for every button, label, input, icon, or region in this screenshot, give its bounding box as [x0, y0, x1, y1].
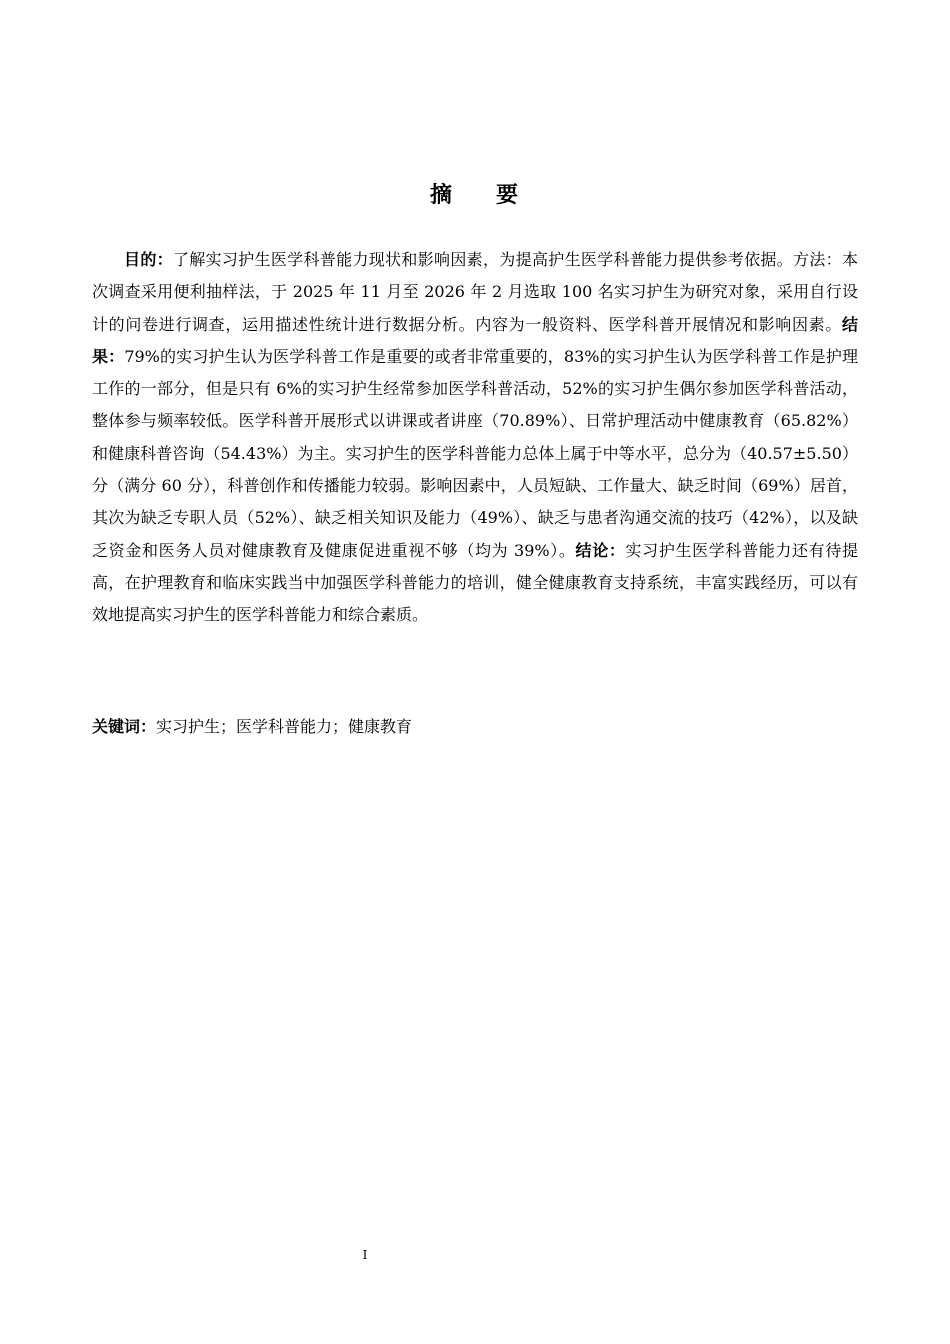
title-char-2: 要 [496, 183, 521, 208]
conclusion-label: 结论： [575, 540, 626, 560]
results-text: 79%的实习护生认为医学科普工作是重要的或者非常重要的，83%的实习护生认为医学科普工作是护理工作的一部分，但是只有 6%的实习护生经常参加医学科普活动，52%的实习护生偶尔参加医学科普活动，整体参与频率较低。医学科普开展形式以讲课或者讲座（70.89%）、日常护理活动中健康教育（65.82%）和健康科普咨询（54.43%）为主。实习护生的医学科普能力总体上属于中等水平，总分为（40.57±5.50）分（满分 60 分），科普创作和传播能力较弱。影响因素中，人员短缺、工作量大、缺乏时间（69%）居首，其次为缺乏专职人员（52%）、缺乏相关知识及能力（49%）、缺乏与患者沟通交流的技巧（42%），以及缺乏资金和医务人员对健康教育及健康促进重视不够（均为 39%）。 [92, 346, 858, 560]
keywords-label: 关键词： [92, 717, 157, 736]
page-number: I [362, 1248, 368, 1262]
keywords-text: 实习护生；医学科普能力；健康教育 [156, 717, 413, 736]
results-label: 结果： [92, 314, 858, 366]
keywords-line [92, 711, 858, 743]
conclusion-text: 实习护生医学科普能力还有待提高，在护理教育和临床实践当中加强医学科普能力的培训，健全健康教育支持系统，丰富实践经历，可以有效地提高实习护生的医学科普能力和综合素质。 [92, 540, 858, 625]
purpose-text: 了解实习护生医学科普能力现状和影响因素，为提高护生医学科普能力提供参考依据。方法：本次调查采用便利抽样法，于 2025 年 11 月至 2026 年 2 月选取 100 名实习护生为研究对象，采用自行设计的问卷进行调查，运用描述性统计进行数据分析。内容为一般资料、医学科普开展情况和影响因素。 [92, 250, 858, 334]
abstract-paragraph [92, 244, 858, 632]
purpose-label: 目的： [124, 250, 173, 269]
page-title [0, 178, 950, 209]
title-char-1: 摘 [429, 183, 454, 208]
